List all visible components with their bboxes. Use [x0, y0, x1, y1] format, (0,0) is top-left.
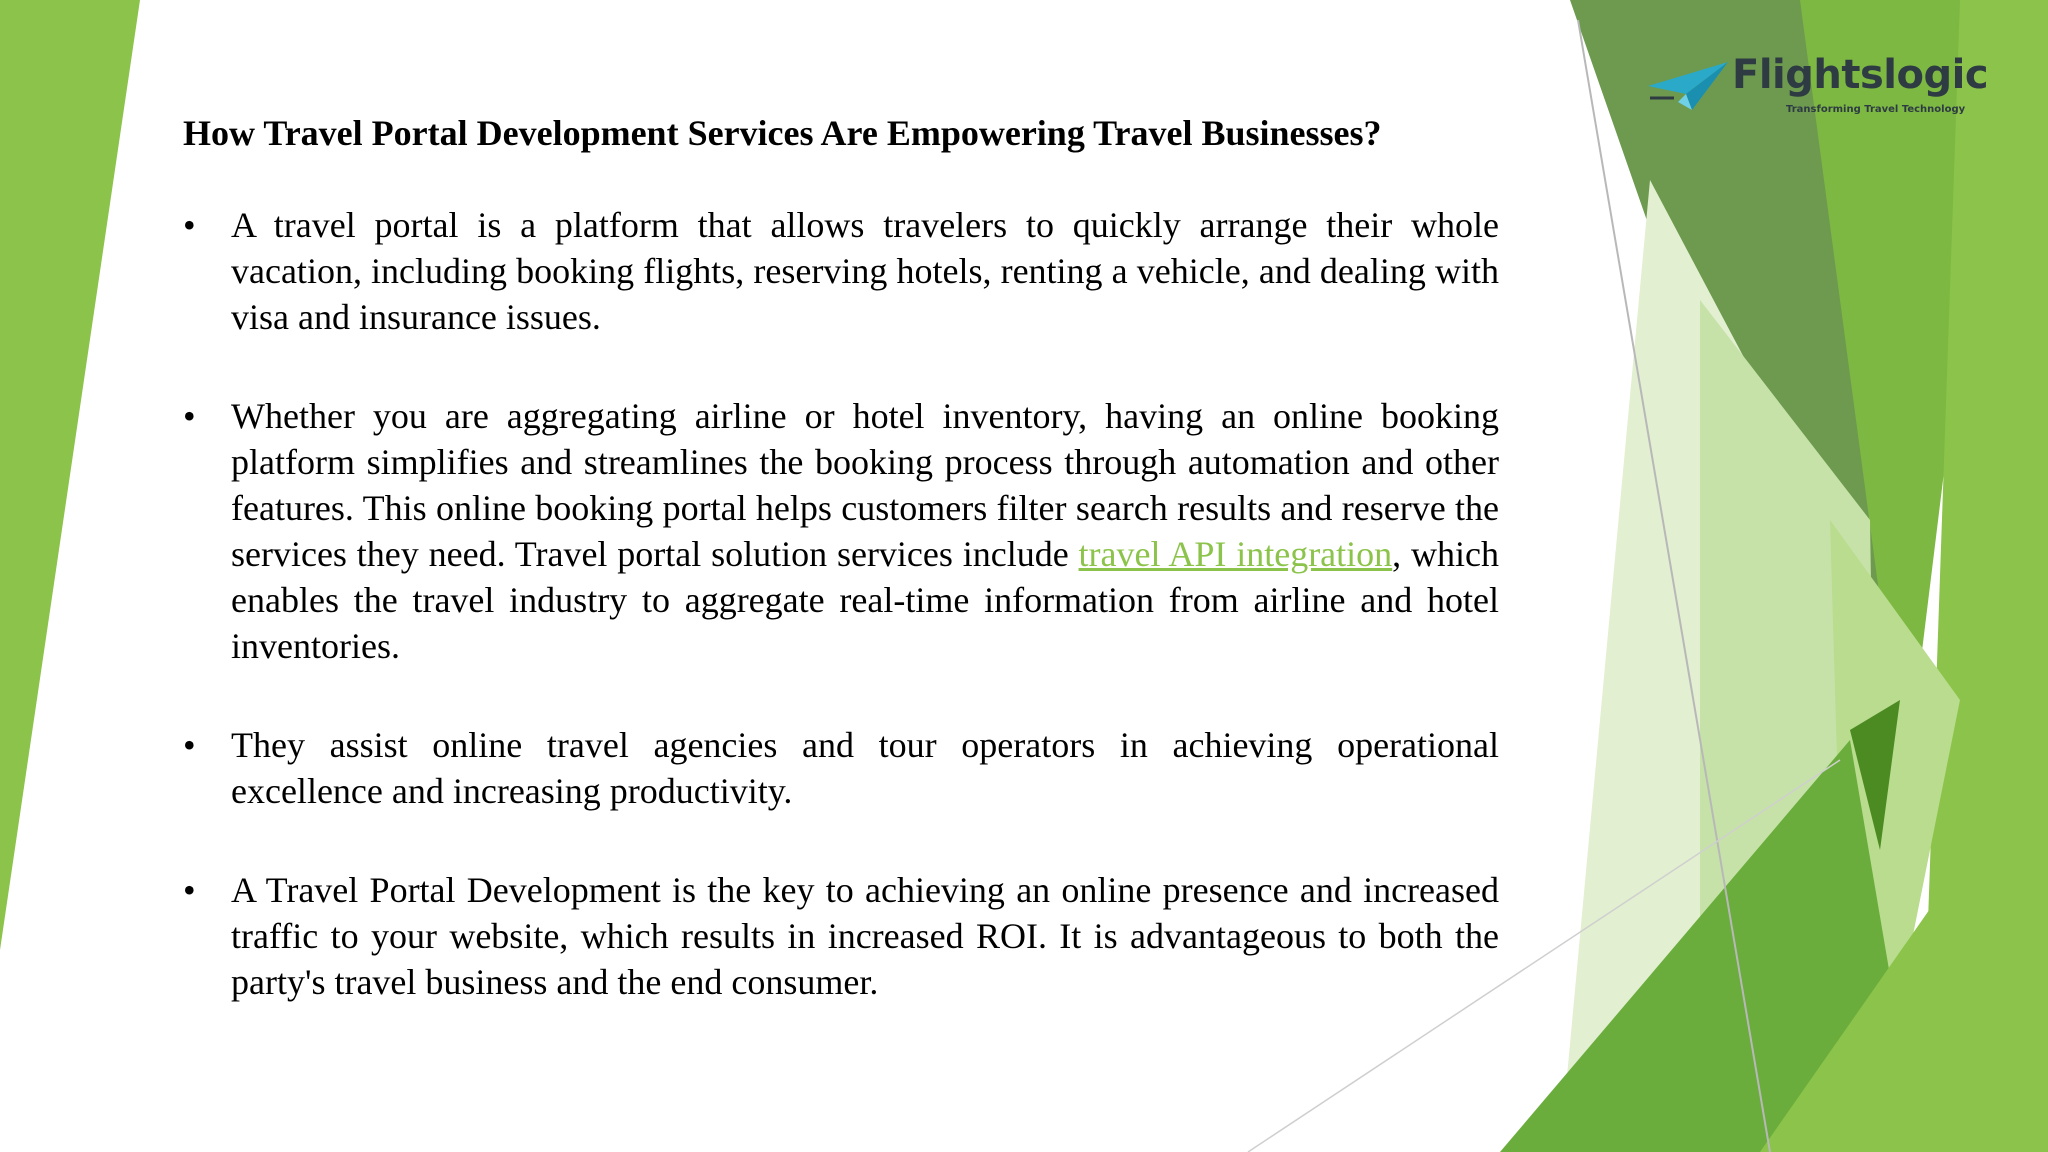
- bullet-icon: •: [183, 870, 196, 910]
- bullet-item: [183, 722, 1499, 814]
- bullet-text-before-link: Whether you are aggregating airline or hotel inventory, having an online booking platform simplifies and streamlines the booking process through automation and other features. This online booking portal helps customers filter search results and reserve the services they need. Travel portal solution services include: [231, 396, 1499, 574]
- bullet-text: A Travel Portal Development is the key to achieving an online presence and increased traffic to your website, which results in increased ROI. It is advantageous to both the party's travel business and the end consumer.: [231, 870, 1499, 1002]
- left-green-wedge: [0, 0, 140, 950]
- bullet-icon: •: [183, 205, 196, 245]
- bullet-icon: •: [183, 725, 196, 765]
- bullet-item: [183, 202, 1499, 340]
- bullet-text: A travel portal is a platform that allows travelers to quickly arrange their whole vacation, including booking flights, reserving hotels, renting a vehicle, and dealing with visa and insurance issues.: [231, 205, 1499, 337]
- bullet-icon: •: [183, 396, 196, 436]
- paper-plane-icon: [1648, 58, 1728, 114]
- travel-api-integration-link[interactable]: travel API integration: [1078, 534, 1393, 574]
- bullet-text-after-link: , which enables the travel industry to aggregate real-time information from airline and hotel inventories.: [231, 534, 1499, 666]
- slide-title: How Travel Portal Development Services Are Empowering Travel Businesses?: [183, 113, 1382, 153]
- logo-tagline: Transforming Travel Technology: [1786, 104, 1966, 115]
- company-logo: [1648, 50, 1989, 122]
- bullet-item: [183, 867, 1499, 1005]
- bullet-text: They assist online travel agencies and tour operators in achieving operational excellence and increasing productivity.: [231, 725, 1499, 811]
- slide-content: [183, 108, 1499, 1058]
- logo-name: Flightslogic: [1732, 52, 1989, 98]
- bullet-list: [183, 202, 1499, 1005]
- bullet-item: [183, 393, 1499, 669]
